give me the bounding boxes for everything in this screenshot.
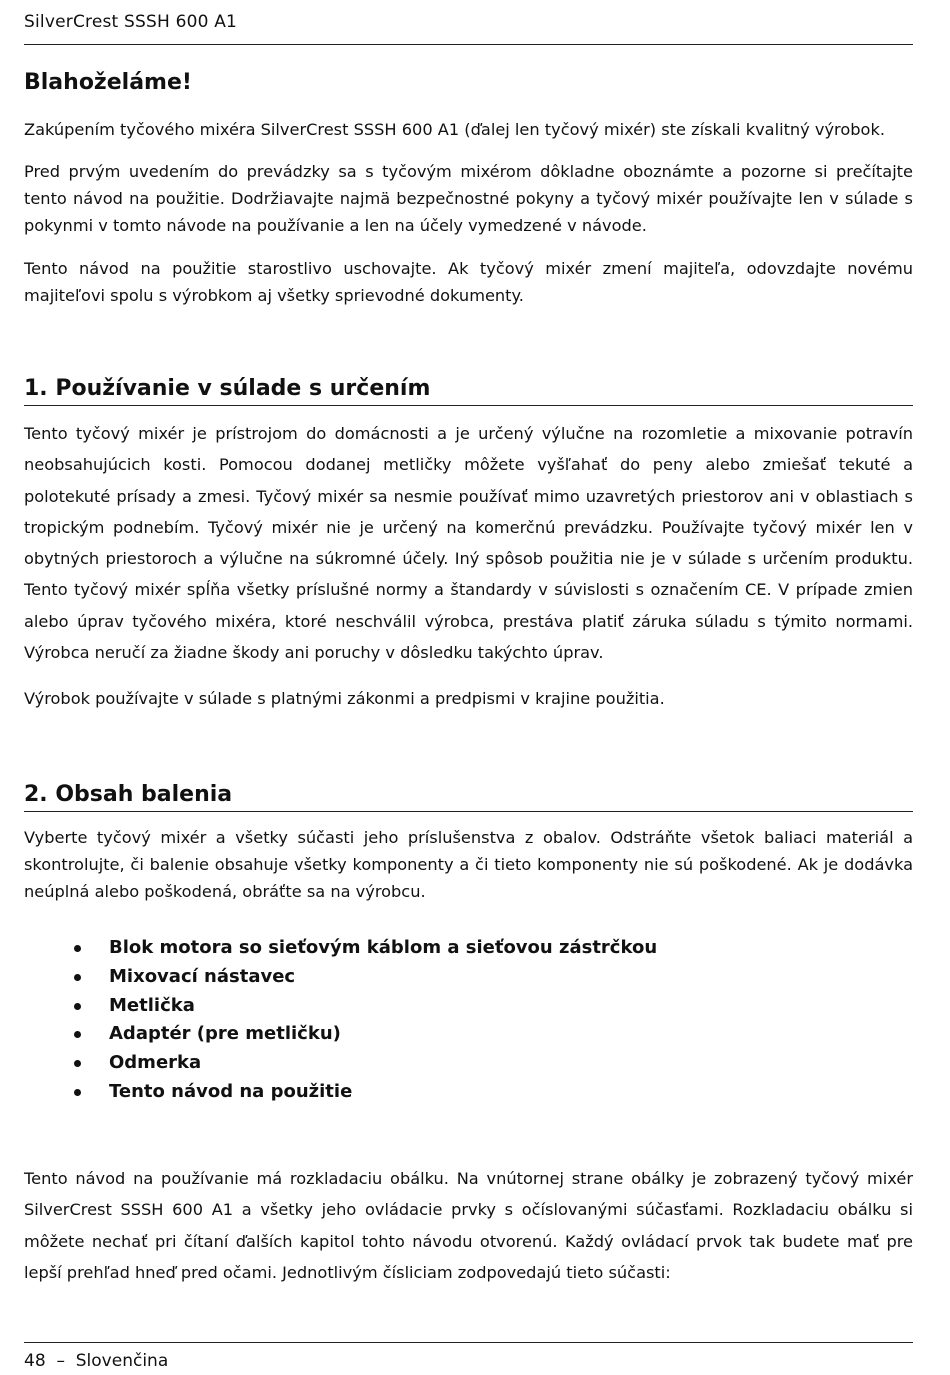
- page-number: 48: [24, 1351, 46, 1371]
- list-item: Mixovací nástavec: [24, 963, 657, 992]
- bullet-icon: [74, 1003, 81, 1010]
- intro-paragraph-1: Zakúpením tyčového mixéra SilverCrest SSSH 600 A1 (ďalej len tyčový mixér) ste získali kvalitný výrobok.: [24, 120, 885, 139]
- bullet-icon: [74, 945, 81, 952]
- section1-paragraph-1: Tento tyčový mixér je prístrojom do domácnosti a je určený výlučne na rozomletie a mixovanie potravín neobsahujúcich kosti. Pomocou dodanej metličky môžete vyšľahať do peny alebo zmiešať tekuté a polotekuté prísady a zmesi. Tyčový mixér sa nesmie používať mimo uzavretých priestorov ani v oblastiach s tropickým podnebím. Tyčový mixér nie je určený na komerčnú prevádzku. Používajte tyčový mixér len v obytných priestoroch a výlučne na súkromné účely. Iný spôsob použitia nie je v súlade s určením produktu. Tento tyčový mixér spĺňa všetky príslušné normy a štandardy v súvislosti s označením CE. V prípade zmien alebo úprav tyčového mixéra, ktoré neschválil výrobca, prestáva platiť záruka súladu s týmito normami. Výrobca neručí za žiadne škody ani poruchy v dôsledku takýchto úprav.: [24, 424, 913, 663]
- list-item: Blok motora so sieťovým káblom a sieťovou zástrčkou: [24, 934, 657, 963]
- page-header: [24, 10, 913, 45]
- bullet-icon: [74, 1031, 81, 1038]
- footer-language: Slovenčina: [75, 1351, 169, 1371]
- list-item: Tento návod na použitie: [24, 1078, 657, 1107]
- list-item: Metlička: [24, 992, 657, 1021]
- header-title: SilverCrest SSSH 600 A1: [24, 12, 238, 32]
- section2-heading: 2. Obsah balenia: [24, 782, 913, 812]
- manual-page: [24, 0, 913, 1374]
- bullet-icon: [74, 1089, 81, 1096]
- section2-paragraph-1: Vyberte tyčový mixér a všetky súčasti jeho príslušenstva z obalov. Odstráňte všetok baliaci materiál a skontrolujte, či balenie obsahuje všetky komponenty a či tieto komponenty nie sú poškodené. Ak je dodávka neúplná alebo poškodená, obráťte sa na výrobcu.: [24, 828, 913, 901]
- bullet-icon: [74, 974, 81, 981]
- intro-heading: Blahoželáme!: [24, 70, 192, 95]
- page-footer: [24, 1342, 913, 1375]
- intro-paragraph-2: Pred prvým uvedením do prevádzky sa s tyčovým mixérom dôkladne oboznámte a pozorne si prečítajte tento návod na použitie. Dodržiavajte najmä bezpečnostné pokyny a tyčový mixér používajte len v súlade s pokynmi v tomto návode na používanie a len na účely vymedzené v návode.: [24, 162, 913, 235]
- section1-paragraph-2: Výrobok používajte v súlade s platnými zákonmi a predpismi v krajine použitia.: [24, 689, 665, 708]
- footer-text: [24, 1351, 168, 1371]
- package-contents-list: [24, 934, 657, 1107]
- section1-heading: 1. Používanie v súlade s určením: [24, 376, 913, 406]
- section2-paragraph-2: Tento návod na používanie má rozkladaciu obálku. Na vnútornej strane obálky je zobrazený tyčový mixér SilverCrest SSSH 600 A1 a všetky jeho ovládacie prvky s očíslovanými súčasťami. Rozkladaciu obálku si môžete nechať pri čítaní ďalších kapitol tohto návodu otvorenú. Každý ovládací prvok tak budete mať pre lepší prehľad hneď pred očami. Jednotlivým čísliciam zodpovedajú tieto súčasti:: [24, 1169, 913, 1282]
- bullet-icon: [74, 1060, 81, 1067]
- list-item: Odmerka: [24, 1049, 657, 1078]
- list-item: Adaptér (pre metličku): [24, 1020, 657, 1049]
- footer-separator: –: [56, 1351, 65, 1371]
- intro-paragraph-3: Tento návod na použitie starostlivo uschovajte. Ak tyčový mixér zmení majiteľa, odovzdajte novému majiteľovi spolu s výrobkom aj všetky sprievodné dokumenty.: [24, 259, 913, 305]
